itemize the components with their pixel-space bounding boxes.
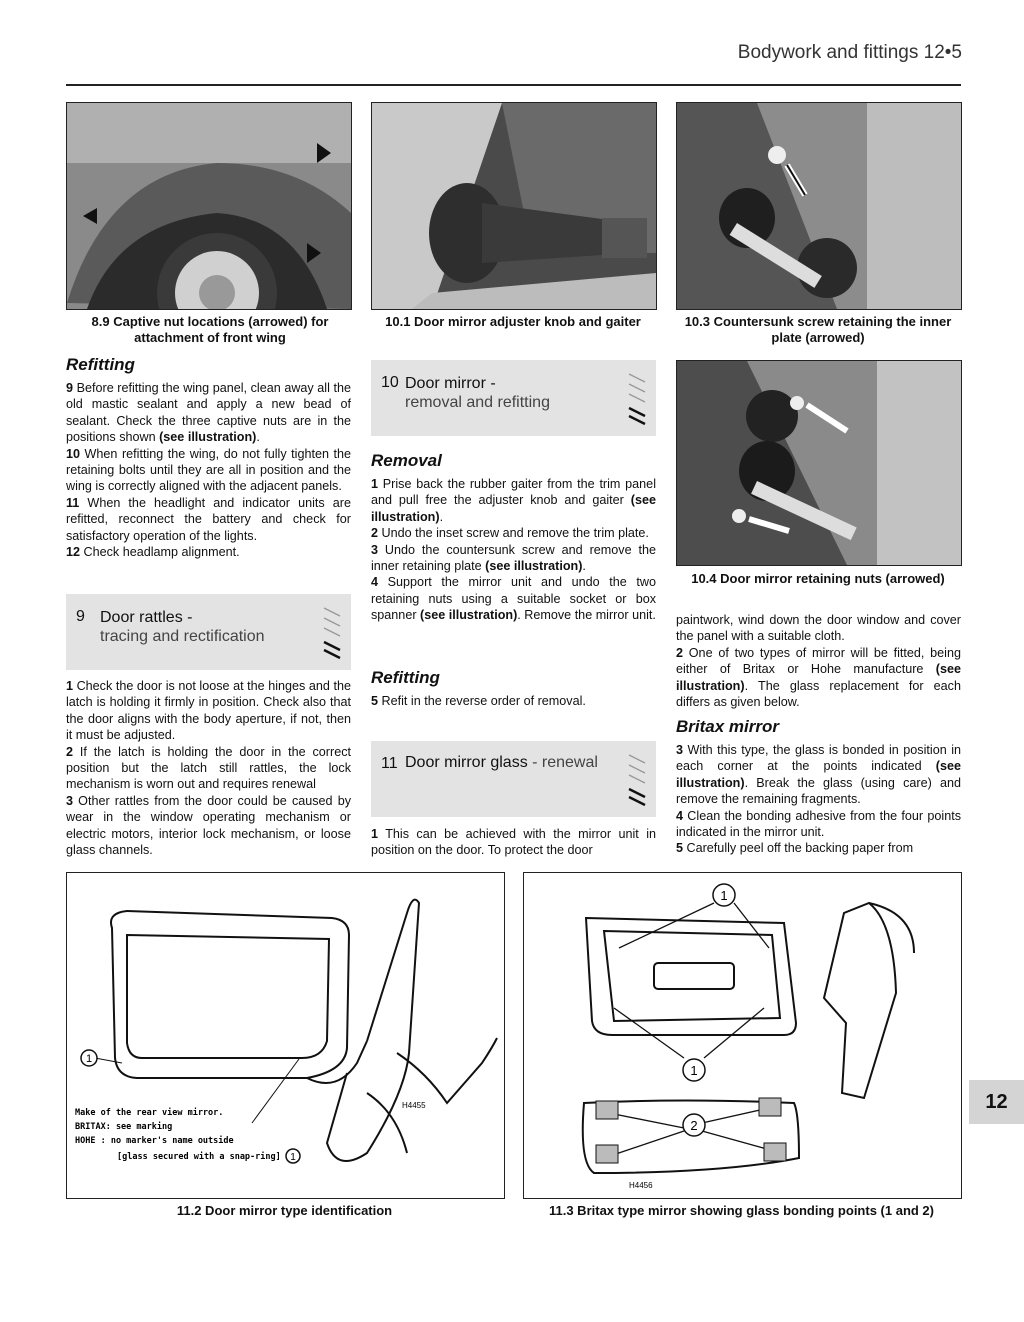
removal-heading: Removal [371,451,442,470]
section-number: 10 [381,374,399,391]
refitting-heading-left: Refitting [66,355,135,374]
paragraph: 5 Carefully peel off the backing paper from [676,841,914,856]
caption-10-1: 10.1 Door mirror adjuster knob and gaiter [385,314,641,329]
section-number: 9 [76,608,85,625]
britax-mirror-drawing [524,873,961,1198]
paragraph: 12 Check headlamp alignment. [66,545,240,560]
removal-text [371,476,656,624]
paragraph: 2 Undo the inset screw and remove the trim plate. [371,526,649,541]
section-10-box [371,360,656,436]
caption-11-3: 11.3 Britax type mirror showing glass bonding points (1 and 2) [548,1203,934,1218]
section-title: Door mirror glass - renewal [405,754,598,771]
paragraph: paintwork, wind down the door window and cover the panel with a suitable cloth. [676,613,961,644]
paragraph: 3 Other rattles from the door could be caused by wear in the window operating mechanism or electric motors, interior lock mechanism, or loose glass channels. [66,793,351,858]
door-mirror-drawing [67,873,504,1198]
refitting-text-middle [371,693,656,709]
paragraph: 9 Before refitting the wing panel, clean away all the old mastic sealant and apply a new bead of sealant. Check the three captive nuts are in the positions shown (see illustration). [66,381,351,445]
paragraph: 4 Support the mirror unit and undo the two retaining nuts using a suitable socket or box spanner (see illustration). Remove the mirror unit. [371,575,656,623]
callout-1: 1 [85,1053,93,1065]
britax-text [676,742,961,857]
section-title: Door rattles - tracing and rectification [100,609,265,645]
note-line-3: HOHE : no marker's name outside [75,1136,234,1146]
caption-10-4: 10.4 Door mirror retaining nuts (arrowed) [691,571,945,586]
paragraph: 2 One of two types of mirror will be fitted, being either of Britax or Hohe manufacture (see illustration). The glass replacement for each differs as given below. [676,645,961,710]
paragraph: 5 Refit in the reverse order of removal. [371,694,586,708]
paragraph: 10 When refitting the wing, do not fully tighten the retaining bolts until they are all in position and the wing is correctly aligned with the adjacent panels. [66,446,351,494]
section-title: Door mirror - removal and refitting [405,375,550,411]
callout-1-end: 1 [290,1152,296,1163]
section-11-box [371,741,656,817]
drawing-stamp: H4455 [402,1101,426,1110]
running-head: Bodywork and fittings 12•5 [737,42,962,63]
header-rule [66,84,961,86]
photo-8-9 [66,102,352,310]
photo-10-4 [676,360,962,566]
photo-10-1 [371,102,657,310]
caption-8-9: 8.9 Captive nut locations (arrowed) for attachment of front wing [91,314,329,345]
figure-11-2 [66,872,505,1199]
spanner-rating-icon [321,602,343,667]
paragraph: 3 Undo the countersunk screw and remove the inner retaining plate (see illustration). [371,542,656,574]
refitting-text-left [66,380,351,560]
chapter-tab: 12 [969,1080,1024,1124]
paragraph: 1 This can be achieved with the mirror unit in position on the door. To protect the door [371,827,656,858]
spanner-rating-icon [626,749,648,814]
section-9-box [66,594,351,670]
callout-2: 2 [690,1118,698,1133]
section-11-text [371,826,656,859]
photo-10-3 [676,102,962,310]
paragraph: 1 Prise back the rubber gaiter from the trim panel and pull free the adjuster knob and gaiter (see illustration). [371,477,656,524]
paragraph: 3 With this type, the glass is bonded in position in each corner at the points indicated (see illustration). Break the glass (using care) and remove the remaining fragments. [676,743,961,807]
caption-10-3: 10.3 Countersunk screw retaining the inner plate (arrowed) [684,314,952,345]
note-line-1: Make of the rear view mirror. [75,1108,224,1118]
drawing-stamp: H4456 [629,1181,653,1190]
paragraph: 11 When the headlight and indicator units are refitted, reconnect the battery and check for satisfactory operation of the lights. [66,495,351,543]
note-line-4: [glass secured with a snap-ring] [117,1152,281,1162]
paragraph: 4 Clean the bonding adhesive from the four points indicated in the mirror unit. [676,808,961,840]
note-line-2: BRITAX: see marking [75,1122,173,1132]
figure-11-3 [523,872,962,1199]
refitting-heading-middle: Refitting [371,668,440,687]
britax-heading: Britax mirror [676,717,779,736]
callout-1-bottom: 1 [690,1063,698,1078]
spanner-rating-icon [626,368,648,433]
section-9-text [66,678,351,858]
paragraph: 1 Check the door is not loose at the hinges and the latch is holding it firmly in position. Check also that the door aligns with the body aperture, if not, then it must be adjusted. [66,679,351,743]
paragraph: 2 If the latch is holding the door in the correct position but the latch still rattles, the lock mechanism is worn out and requires renewal [66,744,351,792]
section-number: 11 [381,755,398,772]
caption-11-2: 11.2 Door mirror type identification [176,1203,393,1218]
callout-1-top: 1 [720,888,728,903]
right-column-text [676,612,961,710]
